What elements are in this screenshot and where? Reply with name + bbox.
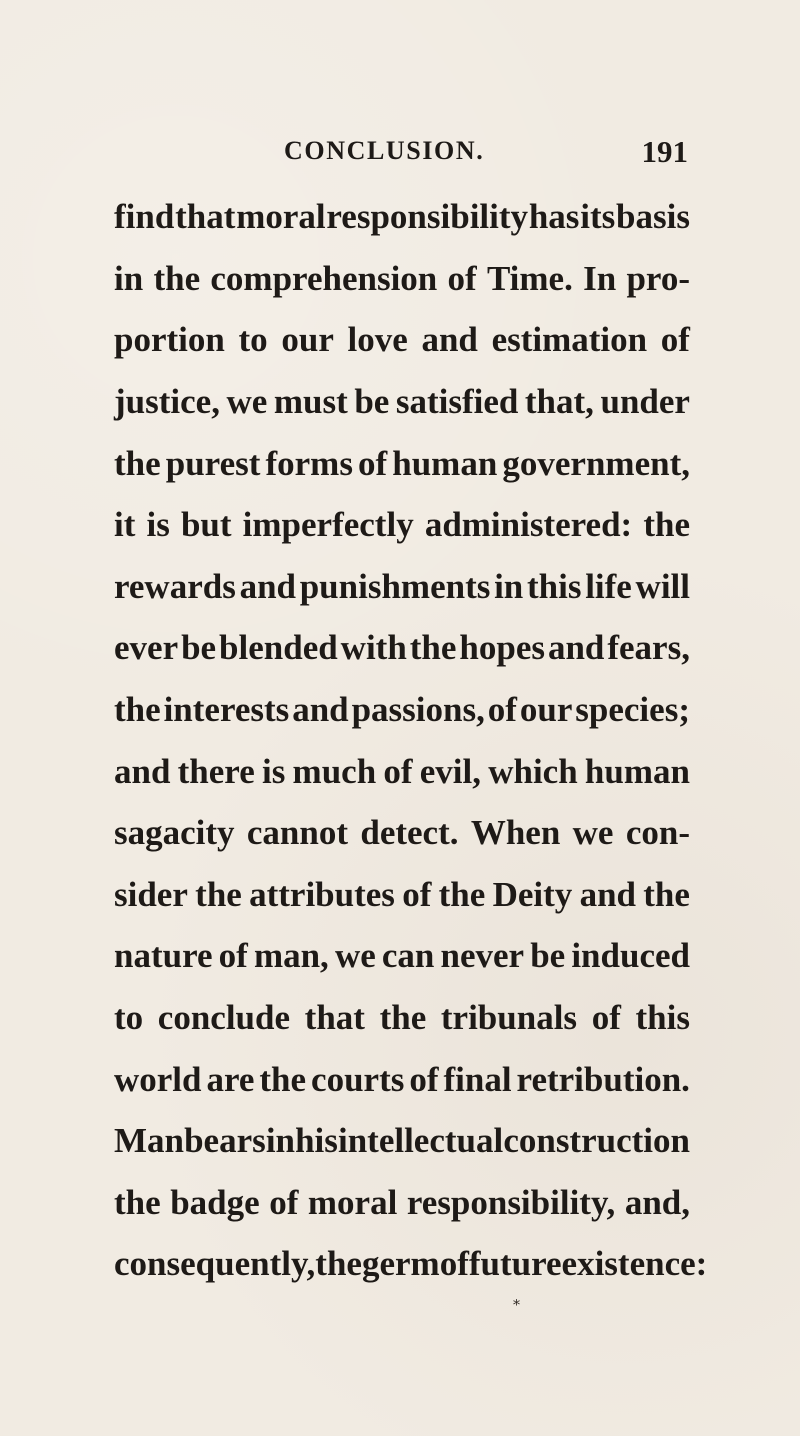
text-word: this: [635, 998, 690, 1038]
text-word: evil,: [419, 751, 481, 791]
text-word: our: [281, 320, 334, 360]
text-word: interests: [163, 690, 290, 730]
text-word: bears: [184, 1121, 266, 1161]
text-word: and: [114, 751, 171, 791]
text-word: of: [409, 1059, 439, 1099]
text-word: our: [519, 690, 573, 730]
text-word: badge: [170, 1182, 260, 1222]
text-word: rewards: [114, 566, 236, 606]
text-word: and,: [624, 1182, 690, 1222]
text-word: moral: [307, 1182, 398, 1222]
text-word: of: [402, 874, 432, 914]
text-word: in: [114, 258, 144, 298]
text-word: the: [409, 628, 457, 668]
text-word: that: [175, 197, 236, 237]
text-word: final: [443, 1059, 512, 1099]
text-word: the: [259, 1059, 307, 1099]
text-word: of: [269, 1182, 299, 1222]
text-word: courts: [311, 1059, 405, 1099]
running-header-title: CONCLUSION.: [284, 136, 485, 165]
text-word: and: [239, 566, 296, 606]
text-word: blended: [219, 628, 338, 668]
text-word: When: [470, 813, 561, 853]
text-word: in: [265, 1121, 296, 1161]
text-word: to: [114, 998, 144, 1038]
text-word: world: [114, 1059, 202, 1099]
text-word: we: [334, 936, 376, 976]
text-word: of: [660, 320, 690, 360]
text-word: love: [347, 320, 408, 360]
text-word: has: [528, 197, 580, 237]
text-word: we: [226, 382, 268, 422]
text-word: cannot: [246, 813, 349, 853]
text-word: the: [438, 874, 486, 914]
text-word: forms: [265, 443, 353, 483]
text-word: of: [439, 1244, 469, 1284]
text-word: nature: [114, 936, 213, 976]
text-word: with: [340, 628, 407, 668]
text-word: tribunals: [440, 998, 578, 1038]
text-word: never: [440, 936, 525, 976]
text-word: administered:: [424, 505, 633, 545]
text-word: retribution.: [516, 1059, 690, 1099]
text-word: find: [114, 197, 175, 237]
text-word: his: [295, 1121, 338, 1161]
text-word: of: [591, 998, 621, 1038]
text-word: the: [114, 1182, 161, 1222]
text-word: induced: [571, 936, 690, 976]
text-word: in: [494, 566, 524, 606]
text-line: [114, 556, 690, 618]
text-word: intellectual: [337, 1121, 504, 1161]
text-line: [114, 987, 690, 1049]
text-word: be: [354, 382, 390, 422]
text-word: human: [392, 443, 498, 483]
text-word: to: [238, 320, 268, 360]
text-word: and: [547, 628, 605, 668]
text-word: are: [206, 1059, 255, 1099]
text-word: which: [488, 751, 578, 791]
text-word: existence:: [561, 1244, 708, 1284]
text-word: this: [527, 566, 582, 606]
text-word: the: [195, 874, 242, 914]
text-word: pro-: [626, 258, 690, 298]
text-word: the: [379, 998, 427, 1038]
text-word: purest: [165, 443, 261, 483]
text-line: [114, 864, 690, 926]
text-word: basis: [616, 197, 690, 237]
text-word: comprehension: [210, 258, 438, 298]
text-word: must: [273, 382, 348, 422]
text-word: germ: [361, 1244, 440, 1284]
text-word: detect.: [360, 813, 459, 853]
text-word: attributes: [249, 874, 395, 914]
text-line: [114, 679, 690, 741]
text-line: [114, 740, 690, 802]
text-word: and: [579, 874, 636, 914]
text-word: of: [358, 443, 388, 483]
text-word: punishments: [299, 566, 491, 606]
body-text: [114, 186, 708, 1295]
text-word: fears,: [607, 628, 690, 668]
text-word: that: [304, 998, 365, 1038]
text-word: and: [421, 320, 478, 360]
page-number: 191: [641, 134, 688, 169]
text-line: [114, 802, 690, 864]
text-word: passions,: [351, 690, 485, 730]
text-word: under: [600, 382, 690, 422]
text-word: the: [643, 505, 690, 545]
text-word: consequently,: [114, 1244, 316, 1284]
text-word: of: [447, 258, 477, 298]
text-line: [114, 925, 690, 987]
text-line: [114, 494, 690, 556]
text-line: [114, 1110, 690, 1172]
text-word: species;: [575, 690, 690, 730]
text-word: conclude: [157, 998, 291, 1038]
text-word: satisfied: [395, 382, 519, 422]
text-word: that,: [524, 382, 594, 422]
text-word: man,: [253, 936, 329, 976]
text-word: ever: [114, 628, 179, 668]
text-word: future: [468, 1244, 562, 1284]
printer-mark: ⁎: [513, 1294, 520, 1309]
text-word: the: [315, 1244, 362, 1284]
text-word: estimation: [491, 320, 648, 360]
text-word: its: [580, 197, 616, 237]
text-line: [114, 186, 690, 248]
text-word: is: [261, 751, 286, 791]
text-word: the: [153, 258, 201, 298]
text-word: hopes: [459, 628, 545, 668]
text-word: justice,: [114, 382, 220, 422]
text-line: [114, 248, 690, 310]
text-line: [114, 617, 690, 679]
text-word: imperfectly: [242, 505, 414, 545]
text-word: the: [114, 443, 161, 483]
text-word: we: [572, 813, 614, 853]
text-word: Man: [114, 1121, 184, 1161]
text-word: responsibility,: [406, 1182, 616, 1222]
text-word: much: [292, 751, 377, 791]
text-word: is: [146, 505, 170, 545]
text-word: of: [383, 751, 413, 791]
text-word: sagacity: [114, 813, 235, 853]
text-word: con-: [625, 813, 690, 853]
text-line: [114, 371, 690, 433]
text-word: but: [180, 505, 232, 545]
text-line: [114, 309, 690, 371]
text-line: [114, 1172, 690, 1234]
text-word: of: [487, 690, 517, 730]
text-word: can: [381, 936, 435, 976]
text-word: the: [114, 690, 161, 730]
text-word: be: [530, 936, 566, 976]
text-word: construction: [503, 1121, 690, 1161]
text-line: [114, 1233, 708, 1295]
text-word: portion: [114, 320, 225, 360]
text-word: of: [218, 936, 248, 976]
text-word: moral: [236, 197, 326, 237]
text-word: government,: [502, 443, 690, 483]
text-word: there: [177, 751, 255, 791]
text-word: sider: [114, 874, 188, 914]
text-word: responsibility: [326, 197, 529, 237]
text-word: human: [584, 751, 690, 791]
text-word: it: [114, 505, 136, 545]
text-word: and: [292, 690, 349, 730]
text-word: life: [585, 566, 632, 606]
text-word: be: [181, 628, 217, 668]
text-line: [114, 1048, 690, 1110]
text-word: the: [643, 874, 690, 914]
text-word: In: [583, 258, 617, 298]
text-word: Deity: [492, 874, 573, 914]
text-word: Time.: [486, 258, 573, 298]
text-word: will: [635, 566, 690, 606]
text-line: [114, 432, 690, 494]
